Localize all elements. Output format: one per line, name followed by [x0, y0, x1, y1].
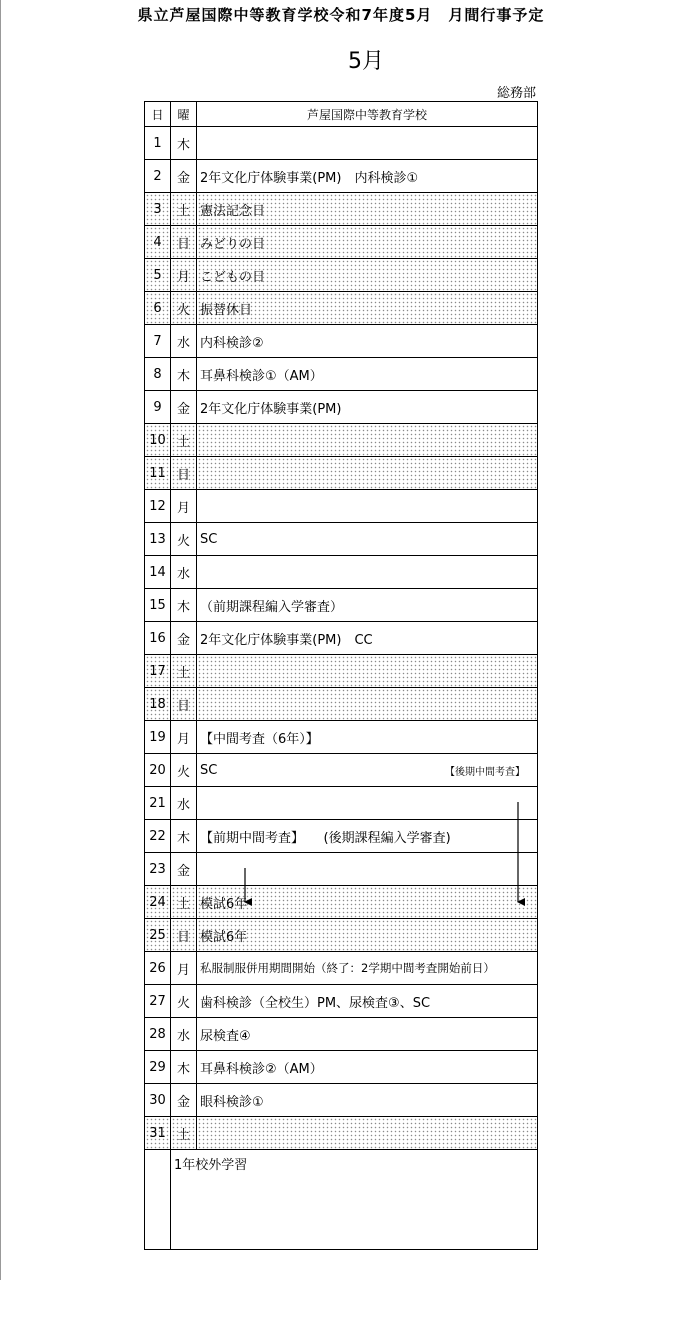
monthly-schedule-table: [144, 101, 538, 1250]
row-day: 17: [145, 655, 171, 688]
schedule-row: [145, 325, 538, 358]
schedule-row: [145, 193, 538, 226]
schedule-row: [145, 985, 538, 1018]
row-event-cell: [197, 754, 538, 787]
schedule-row: [145, 523, 538, 556]
row-weekday: 水: [171, 325, 197, 358]
schedule-row: [145, 259, 538, 292]
notes-row: [145, 1150, 538, 1250]
row-event-cell: [197, 556, 538, 589]
row-event-cell: [197, 490, 538, 523]
row-day: 22: [145, 820, 171, 853]
row-day: 23: [145, 853, 171, 886]
row-event-cell: [197, 259, 538, 292]
schedule-row: [145, 589, 538, 622]
row-event: 眼科検診①: [200, 1094, 264, 1110]
row-event: 耳鼻科検診①（AM）: [200, 368, 323, 384]
schedule-row: [145, 820, 538, 853]
row-day: 27: [145, 985, 171, 1018]
row-event: 歯科検診（全校生）PM、尿検査③、SC: [200, 995, 431, 1011]
row-weekday: 水: [171, 1018, 197, 1051]
schedule-row: [145, 853, 538, 886]
row-day: 21: [145, 787, 171, 820]
row-weekday: 木: [171, 358, 197, 391]
row-event: 模試6年: [200, 929, 248, 945]
row-weekday: 火: [171, 754, 197, 787]
schedule-row: [145, 127, 538, 160]
row-weekday: 月: [171, 952, 197, 985]
schedule-row: [145, 919, 538, 952]
schedule-row: [145, 1117, 538, 1150]
row-day: 10: [145, 424, 171, 457]
row-day: 3: [145, 193, 171, 226]
schedule-row: [145, 292, 538, 325]
row-day: 15: [145, 589, 171, 622]
row-weekday: 水: [171, 787, 197, 820]
row-weekday: 木: [171, 1051, 197, 1084]
row-weekday: 木: [171, 820, 197, 853]
department-label: 総務部: [496, 86, 536, 101]
row-day: 5: [145, 259, 171, 292]
row-weekday: 木: [171, 589, 197, 622]
row-weekday: 金: [171, 853, 197, 886]
row-day: 6: [145, 292, 171, 325]
row-event: 耳鼻科検診②（AM）: [200, 1061, 323, 1077]
row-event: 【中間考査（6年）】: [200, 731, 319, 747]
row-event: こどもの日: [200, 269, 266, 285]
row-event: みどりの日: [200, 236, 266, 252]
row-event-cell: [197, 1117, 538, 1150]
row-day: 28: [145, 1018, 171, 1051]
row-day: 7: [145, 325, 171, 358]
row-event-cell: [197, 886, 538, 919]
page-left-edge: [0, 0, 1, 1280]
row-weekday: 金: [171, 622, 197, 655]
schedule-row: [145, 556, 538, 589]
row-event: 2年文化庁体験事業(PM): [200, 401, 342, 417]
row-day: 26: [145, 952, 171, 985]
row-day: 13: [145, 523, 171, 556]
schedule-row: [145, 886, 538, 919]
schedule-row: [145, 424, 538, 457]
row-event-cell: [197, 1051, 538, 1084]
schedule-row: [145, 787, 538, 820]
row-event-right-note: 【後期中間考査】: [445, 767, 525, 778]
row-event: 内科検診②: [200, 335, 264, 351]
header-day: 日: [145, 102, 171, 127]
row-weekday: 土: [171, 886, 197, 919]
row-day: 24: [145, 886, 171, 919]
row-day: 29: [145, 1051, 171, 1084]
row-day: 9: [145, 391, 171, 424]
row-event-cell: [197, 589, 538, 622]
row-weekday: 木: [171, 127, 197, 160]
schedule-row: [145, 1084, 538, 1117]
schedule-row: [145, 721, 538, 754]
row-day: 4: [145, 226, 171, 259]
row-event: 尿検査④: [200, 1028, 251, 1044]
row-day: 16: [145, 622, 171, 655]
schedule-row: [145, 622, 538, 655]
schedule-row: [145, 1051, 538, 1084]
notes-empty-cell: [145, 1150, 171, 1250]
month-heading: 5月: [348, 49, 384, 74]
row-weekday: 日: [171, 919, 197, 952]
schedule-row: [145, 1018, 538, 1051]
row-weekday: 月: [171, 259, 197, 292]
row-weekday: 火: [171, 985, 197, 1018]
row-event-cell: [197, 325, 538, 358]
row-day: 12: [145, 490, 171, 523]
schedule-table-body: [145, 102, 538, 1250]
row-weekday: 金: [171, 391, 197, 424]
row-event: 2年文化庁体験事業(PM) CC: [200, 632, 373, 648]
row-day: 19: [145, 721, 171, 754]
schedule-row: [145, 688, 538, 721]
row-event-cell: [197, 457, 538, 490]
row-weekday: 土: [171, 424, 197, 457]
row-event-cell: [197, 655, 538, 688]
row-event-cell: [197, 787, 538, 820]
row-event-cell: [197, 358, 538, 391]
row-weekday: 日: [171, 226, 197, 259]
row-event-cell: [197, 1018, 538, 1051]
row-weekday: 土: [171, 193, 197, 226]
row-day: 30: [145, 1084, 171, 1117]
row-weekday: 月: [171, 721, 197, 754]
row-weekday: 火: [171, 523, 197, 556]
row-day: 20: [145, 754, 171, 787]
schedule-row: [145, 457, 538, 490]
row-event-cell: [197, 160, 538, 193]
schedule-row: [145, 655, 538, 688]
row-event-cell: [197, 424, 538, 457]
row-weekday: 水: [171, 556, 197, 589]
row-event-cell: [197, 820, 538, 853]
row-event-cell: [197, 391, 538, 424]
schedule-row: [145, 490, 538, 523]
row-event-cell: [197, 226, 538, 259]
schedule-row: [145, 952, 538, 985]
row-event-cell: [197, 985, 538, 1018]
document-title: 県立芦屋国際中等教育学校令和7年度5月 月間行事予定: [137, 6, 545, 24]
row-event: 私服制服併用期間開始（終了：2学期中間考査開始前日）: [200, 961, 495, 975]
row-event: 2年文化庁体験事業(PM) 内科検診①: [200, 170, 419, 186]
row-event-cell: [197, 688, 538, 721]
row-weekday: 日: [171, 457, 197, 490]
row-event: SC: [200, 762, 218, 778]
row-event-cell: [197, 127, 538, 160]
row-weekday: 日: [171, 688, 197, 721]
row-weekday: 月: [171, 490, 197, 523]
row-event-cell: [197, 919, 538, 952]
row-weekday: 金: [171, 160, 197, 193]
row-day: 25: [145, 919, 171, 952]
row-weekday: 土: [171, 655, 197, 688]
table-header-row: [145, 102, 538, 127]
row-day: 11: [145, 457, 171, 490]
row-event-cell: [197, 523, 538, 556]
schedule-row: [145, 226, 538, 259]
row-event: 模試6年: [200, 896, 248, 912]
row-day: 8: [145, 358, 171, 391]
schedule-row: [145, 358, 538, 391]
schedule-row: [145, 754, 538, 787]
row-event-cell: [197, 721, 538, 754]
row-event: SC: [200, 531, 218, 547]
row-event: 憲法記念日: [200, 203, 266, 219]
row-event: （前期課程編入学審査）: [200, 599, 344, 615]
row-event-cell: [197, 1084, 538, 1117]
row-day: 1: [145, 127, 171, 160]
row-day: 18: [145, 688, 171, 721]
row-event-cell: [197, 292, 538, 325]
row-day: 14: [145, 556, 171, 589]
row-event-cell: [197, 952, 538, 985]
row-event: 振替休日: [200, 302, 253, 318]
row-day: 31: [145, 1117, 171, 1150]
header-school: 芦屋国際中等教育学校: [197, 102, 538, 127]
row-day: 2: [145, 160, 171, 193]
row-event-cell: [197, 622, 538, 655]
row-weekday: 土: [171, 1117, 197, 1150]
row-event: 【前期中間考査】 (後期課程編入学審査): [200, 830, 451, 846]
row-weekday: 火: [171, 292, 197, 325]
row-weekday: 金: [171, 1084, 197, 1117]
schedule-row: [145, 391, 538, 424]
notes-text: 1年校外学習: [171, 1150, 538, 1250]
header-weekday: 曜: [171, 102, 197, 127]
row-event-cell: [197, 853, 538, 886]
row-event-cell: [197, 193, 538, 226]
schedule-row: [145, 160, 538, 193]
